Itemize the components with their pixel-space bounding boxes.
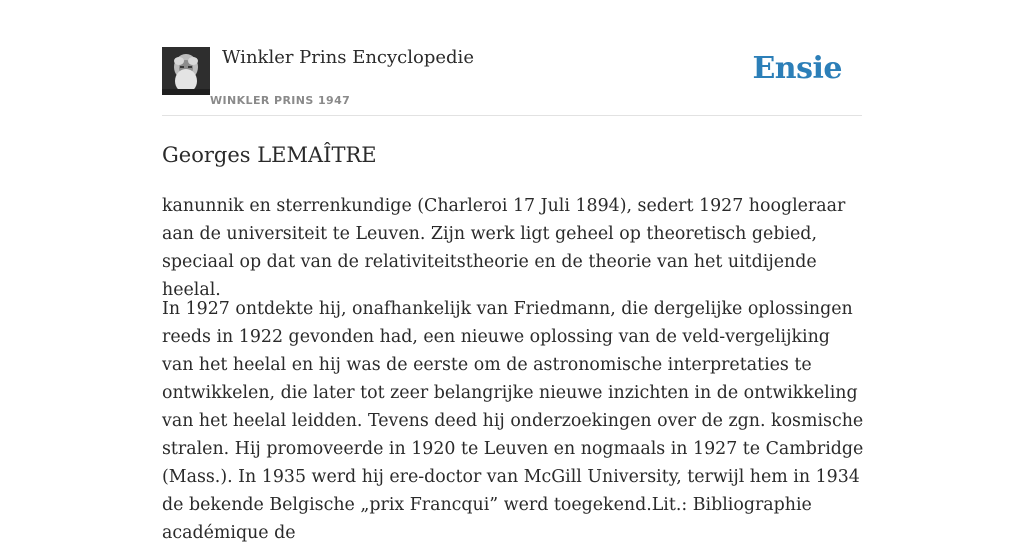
header [162, 0, 862, 116]
article-paragraph-2: In 1927 ontdekte hij, onafhankelijk van Friedmann, die dergelijke oplossingen reeds in 1922 gevonden had, een nieuwe oplossing van de veld-vergelijking van het heelal en hij was de eerste om de astronomische interpretaties te ontwikkelen, die later tot zeer belangrijke nieuwe inzichten in de ontwikkeling van het heelal leidden. Tevens deed hij onderzoekingen over de zgn. kosmische stralen. Hij promoveerde in 1920 te Leuven en nogmaals in 1927 te Cambridge (Mass.). In 1935 werd hij ere-doctor van McGill University, terwijl hem in 1934 de bekende Belgische „prix Francqui” werd toegekend.Lit.: Bibliographie académique de [162, 299, 864, 543]
brand-title[interactable]: Winkler Prins Encyclopedie [222, 47, 474, 68]
article-title: Georges LEMAÎTRE [162, 143, 377, 167]
page-container [162, 0, 864, 543]
avatar[interactable] [162, 47, 210, 95]
portrait-icon [162, 47, 210, 95]
brand-subtitle[interactable]: WINKLER PRINS 1947 [210, 94, 351, 107]
site-logo[interactable]: Ensie [752, 51, 842, 86]
article-paragraph-1: kanunnik en sterrenkundige (Charleroi 17 Juli 1894), sedert 1927 hoogleraar aan de universiteit te Leuven. Zijn werk ligt geheel op theoretisch gebied, speciaal op dat van de relativiteitstheorie en de theorie van het uitdijende heelal. [162, 196, 846, 300]
